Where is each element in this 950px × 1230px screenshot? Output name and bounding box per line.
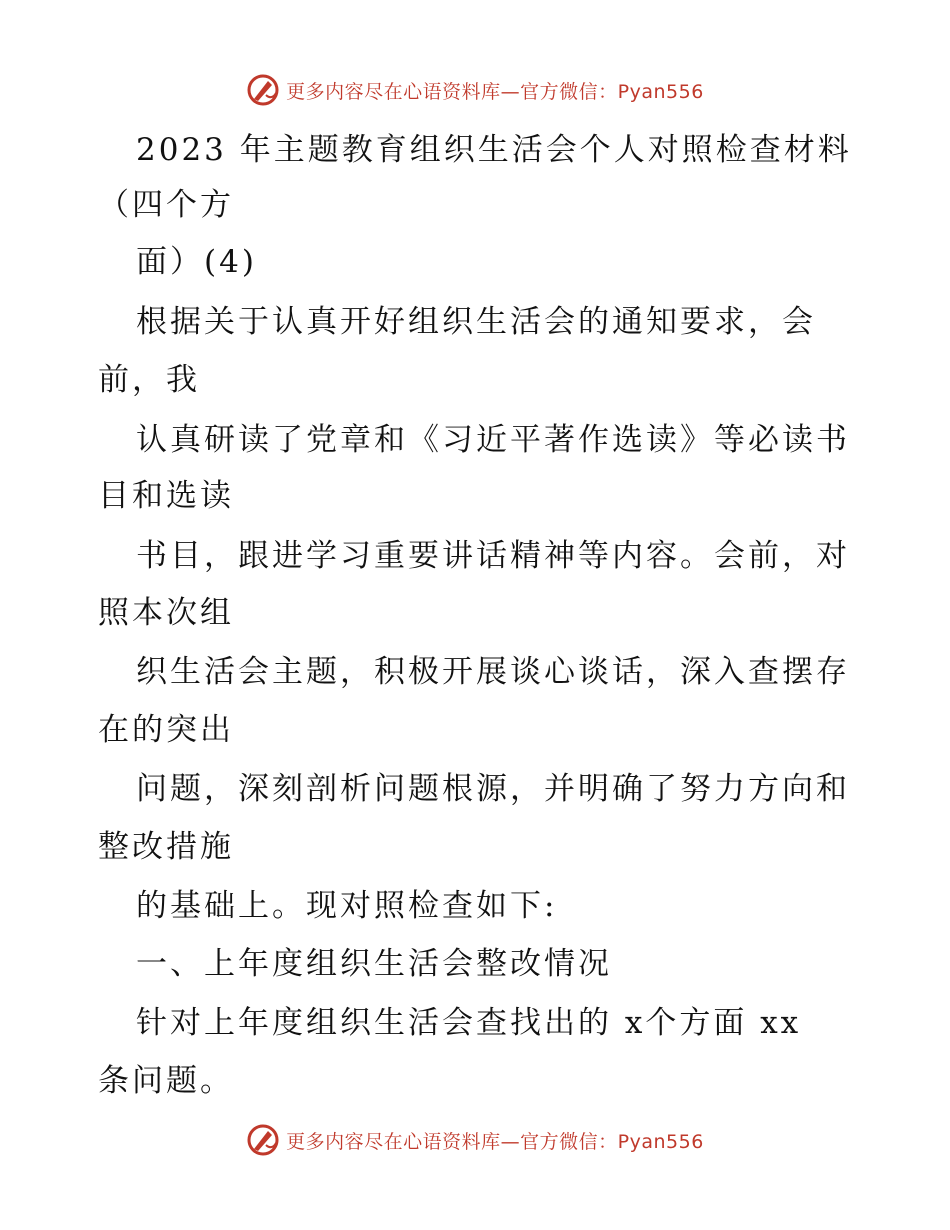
body-line: 条问题。	[98, 1063, 234, 1099]
section-heading: 一、上年度组织生活会整改情况	[136, 946, 612, 982]
body-line: 的基础上。现对照检查如下:	[136, 888, 558, 924]
quill-logo-icon	[246, 1123, 280, 1157]
body-line: 根据关于认真开好组织生活会的通知要求，会	[136, 304, 816, 340]
title-line-2: （四个方	[98, 187, 234, 223]
body-line: 在的突出	[98, 712, 234, 748]
body-line: 照本次组	[98, 595, 234, 631]
title-line-1: 2023 年主题教育组织生活会个人对照检查材料	[136, 132, 852, 168]
body-line: 问题，深刻剖析问题根源，并明确了努力方向和	[136, 771, 850, 807]
watermark-banner-bottom	[0, 1120, 950, 1160]
watermark-text: 更多内容尽在心语资料库—官方微信：Pyan556	[286, 80, 704, 103]
body-line: 书目，跟进学习重要讲话精神等内容。会前，对	[136, 538, 850, 574]
quill-logo-icon	[246, 73, 280, 107]
watermark-banner-top	[0, 70, 950, 110]
watermark-text: 更多内容尽在心语资料库—官方微信：Pyan556	[286, 1130, 704, 1153]
body-line: 目和选读	[98, 478, 234, 514]
title-line-3: 面）(4)	[136, 244, 257, 280]
body-line: 认真研读了党章和《习近平著作选读》等必读书	[136, 422, 850, 458]
body-line: 针对上年度组织生活会查找出的 x个方面 xx	[136, 1005, 802, 1041]
body-line: 前，我	[98, 362, 200, 398]
body-line: 整改措施	[98, 829, 234, 865]
body-line: 织生活会主题，积极开展谈心谈话，深入查摆存	[136, 654, 850, 690]
